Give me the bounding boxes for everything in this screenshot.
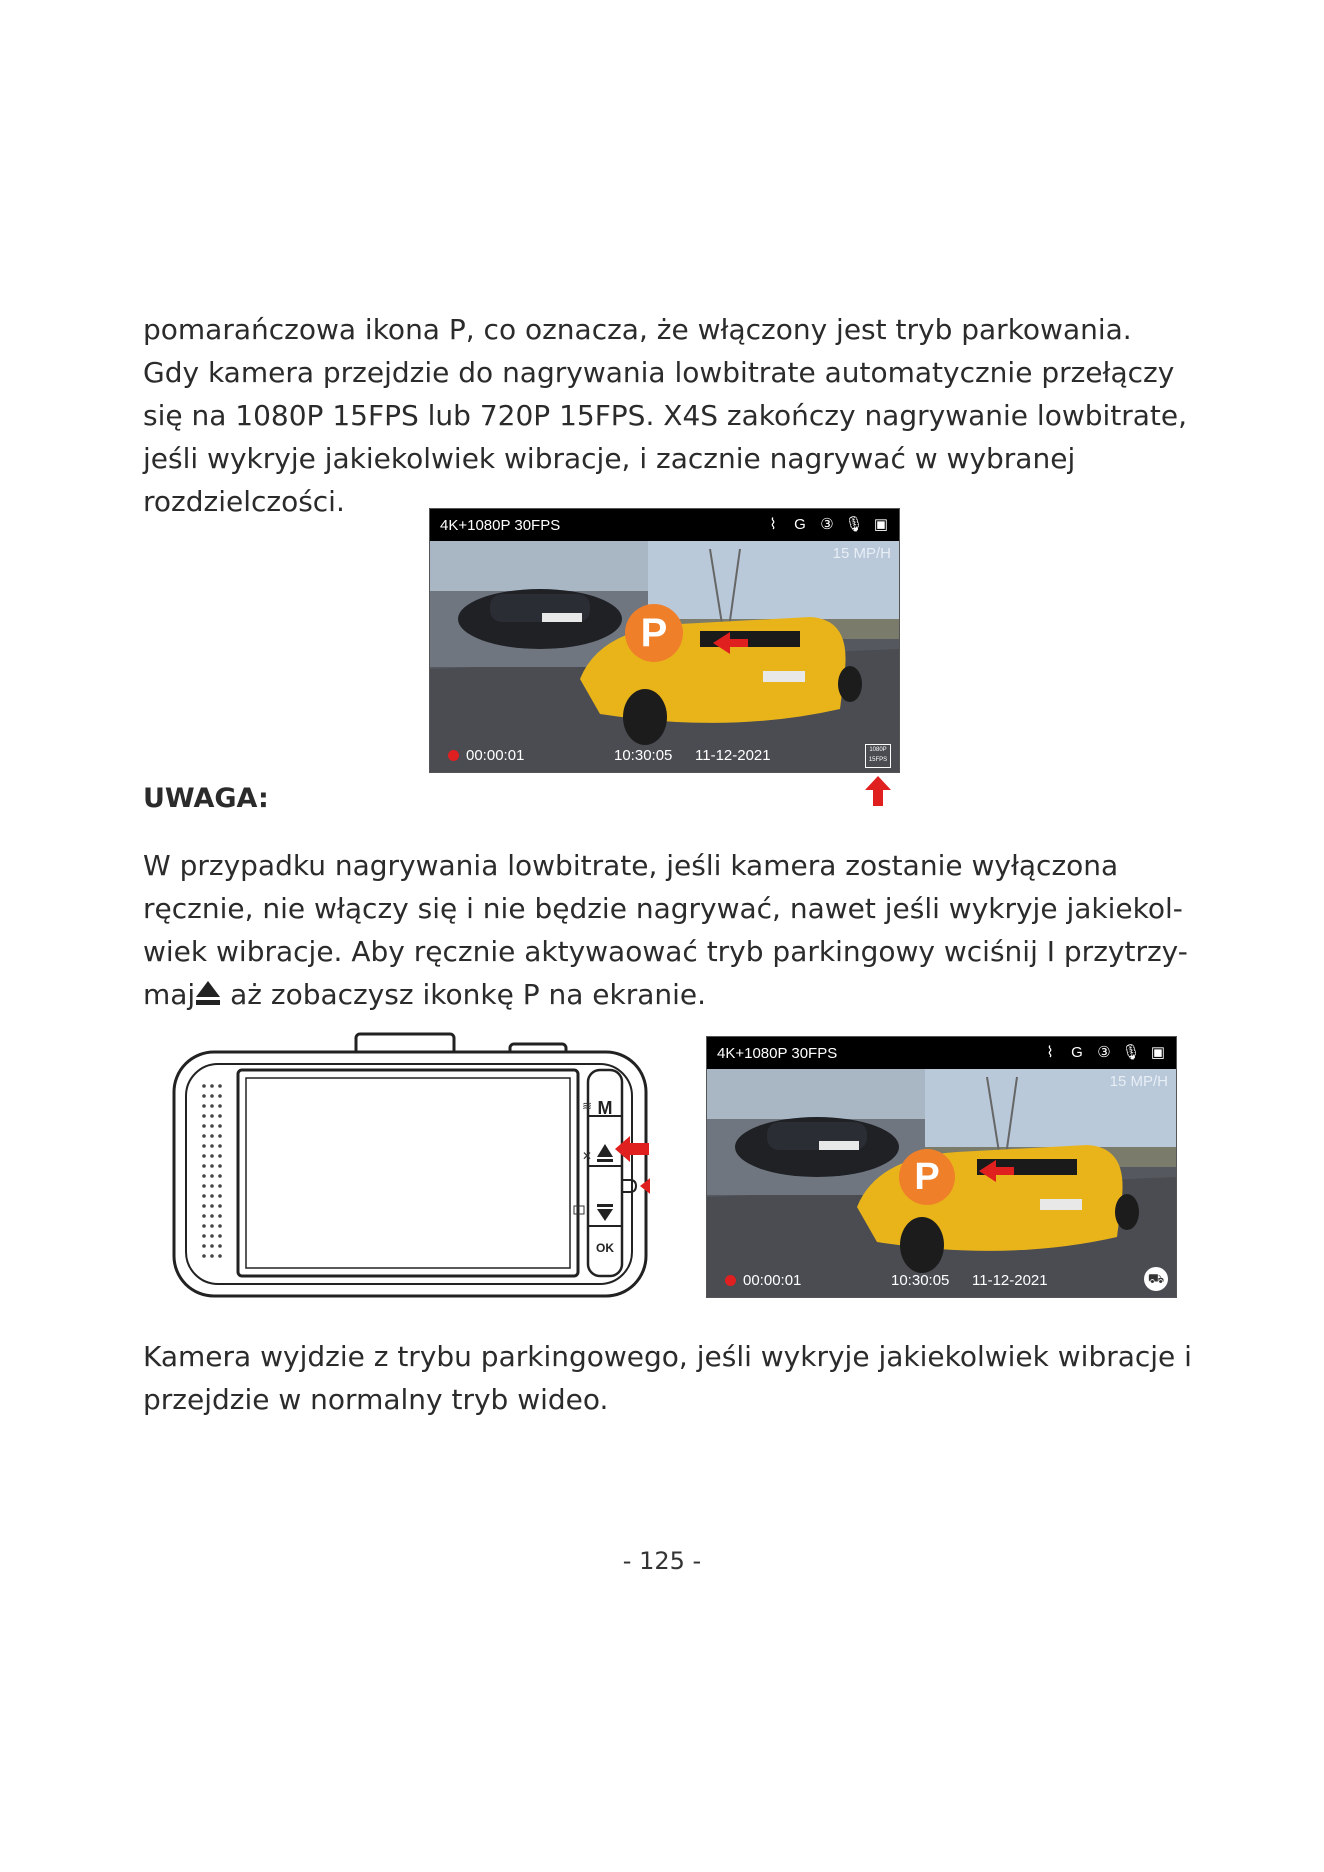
- sd-card-icon: ▣: [873, 516, 889, 533]
- paragraph-2-line: [143, 973, 706, 1016]
- parking-sensor-icon: ⌇: [1046, 1044, 1054, 1061]
- status-bar-bottom: [707, 1271, 1176, 1291]
- note-heading: UWAGA:: [143, 783, 269, 814]
- pointer-arrow-left-icon: [615, 1136, 649, 1162]
- parking-mode-status-icon: ⛟: [1144, 1267, 1168, 1291]
- gsensor-level-icon: ③: [1097, 1044, 1111, 1061]
- parking-mode-letter: P: [914, 1156, 940, 1198]
- speed-readout: 15 MP/H: [832, 545, 891, 562]
- camera-screen-2: [706, 1036, 1177, 1298]
- device-button-ok-label: OK: [596, 1241, 614, 1255]
- speed-readout: 15 MP/H: [1109, 1073, 1168, 1090]
- clock: 10:30:05: [614, 747, 673, 764]
- recording-dot-icon: [725, 1275, 736, 1286]
- resolution-label: 4K+1080P 30FPS: [440, 517, 561, 534]
- parking-sensor-icon: ⌇: [769, 516, 777, 533]
- paragraph-1-line: Gdy kamera przejdzie do nagrywania lowbitrate automatycznie przełączy: [143, 356, 1175, 389]
- paragraph-2-line: ręcznie, nie włączy się i nie będzie nagrywać, nawet jeśli wykryje jakiekol-: [143, 892, 1183, 925]
- recording-time: 00:00:01: [743, 1272, 802, 1289]
- svg-text:✕: ✕: [582, 1149, 593, 1163]
- paragraph-1-line: jeśli wykryje jakiekolwiek wibracje, i zacznie nagrywać w wybranej: [143, 442, 1076, 475]
- camera-screen-1: [429, 508, 900, 773]
- clock: 10:30:05: [891, 1272, 950, 1289]
- recording-dot-icon: [448, 750, 459, 761]
- status-bar-top: [430, 509, 899, 541]
- date: 11-12-2021: [972, 1272, 1048, 1289]
- eject-button-icon: [195, 979, 221, 1007]
- page-number: - 125 -: [622, 1547, 702, 1575]
- paragraph-3-line: przejdzie w normalny tryb wideo.: [143, 1383, 609, 1416]
- resolution-label: 4K+1080P 30FPS: [717, 1045, 838, 1062]
- paragraph-1-line: rozdzielczości.: [143, 485, 345, 518]
- lowbitrate-mode-icon: [865, 744, 891, 768]
- dashcam-device-illustration: [170, 1030, 650, 1300]
- date: 11-12-2021: [695, 747, 771, 764]
- status-bar-top: [707, 1037, 1176, 1069]
- paragraph-2-line: wiek wibracje. Aby ręcznie aktywaować tryb parkingowy wciśnij I przytrzy-: [143, 935, 1188, 968]
- mode-icon-bottom: 15FPS: [868, 757, 888, 763]
- device-button-m-label: M: [597, 1098, 613, 1118]
- parking-mode-letter: P: [640, 611, 668, 655]
- device-button-m[interactable]: [588, 1093, 622, 1123]
- paragraph-2-last-prefix: maj: [143, 978, 196, 1011]
- paragraph-2-last-suffix: aż zobaczysz ikonkę P na ekranie.: [221, 978, 707, 1011]
- gps-icon: G: [794, 516, 806, 533]
- paragraph-3-line: Kamera wyjdzie z trybu parkingowego, jeśli wykryje jakiekolwiek wibracje i: [143, 1340, 1192, 1373]
- device-button-ok[interactable]: [588, 1236, 622, 1260]
- svg-text:≋: ≋: [582, 1099, 593, 1113]
- microphone-icon: 🎙: [844, 516, 864, 533]
- gps-icon: G: [1071, 1044, 1083, 1061]
- paragraph-1-line: się na 1080P 15FPS lub 720P 15FPS. X4S zakończy nagrywanie lowbitrate,: [143, 399, 1188, 432]
- status-bar-bottom: [430, 746, 899, 766]
- sd-card-icon: ▣: [1150, 1044, 1166, 1061]
- mode-icon-top: 1080P: [869, 747, 887, 753]
- parking-mode-badge: [625, 604, 683, 662]
- paragraph-1-line: pomarańczowa ikona P, co oznacza, że włączony jest tryb parkowania.: [143, 313, 1132, 346]
- gsensor-level-icon: ③: [820, 516, 834, 533]
- microphone-icon: 🎙: [1121, 1044, 1141, 1061]
- paragraph-2-line: W przypadku nagrywania lowbitrate, jeśli kamera zostanie wyłączona: [143, 849, 1119, 882]
- recording-time: 00:00:01: [466, 747, 525, 764]
- parking-mode-badge: [899, 1149, 955, 1205]
- pointer-arrow-up-icon: [865, 776, 891, 806]
